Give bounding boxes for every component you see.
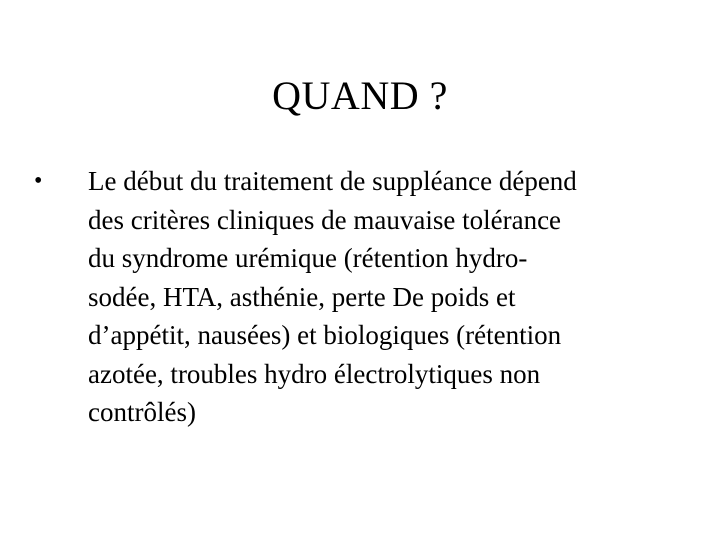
bullet-line: contrôlés) xyxy=(88,397,196,427)
bullet-item xyxy=(30,162,690,432)
bullet-line: d’appétit, nausées) et biologiques (rétention xyxy=(88,320,562,350)
slide-body xyxy=(30,162,690,432)
bullet-line: azotée, troubles hydro électrolytiques non xyxy=(88,358,541,389)
bullet-line: du syndrome urémique (rétention hydro- xyxy=(88,243,528,273)
bullet-line: sodée, HTA, asthénie, perte De poids et xyxy=(88,281,516,312)
slide-title: QUAND ? xyxy=(272,73,448,118)
bullet-line: Le début du traitement de suppléance dépend xyxy=(88,166,577,196)
bullet-marker: • xyxy=(34,168,43,194)
bullet-line: des critères cliniques de mauvaise tolérance xyxy=(88,204,562,235)
